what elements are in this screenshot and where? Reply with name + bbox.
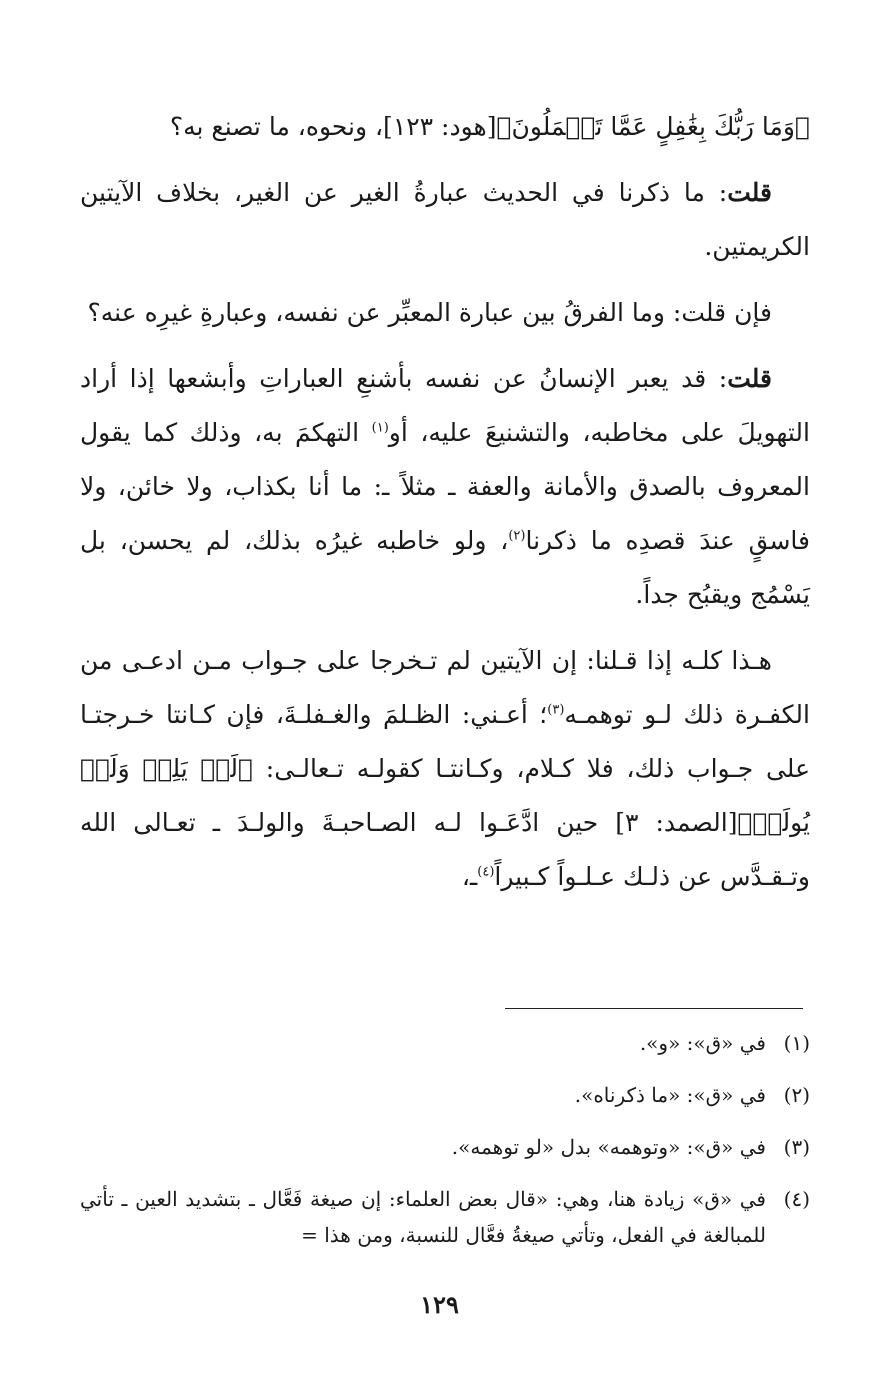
lead-word: قلت — [727, 364, 772, 393]
text-run: : ما ذكرنا في الحديث عبارةُ الغير عن الغير، بخلاف الآيتين الكريمتين. — [80, 178, 810, 261]
footnote-number: (١) — [783, 1031, 810, 1055]
footnotes — [80, 1025, 810, 1269]
paragraph — [80, 166, 810, 274]
paragraph — [80, 100, 810, 154]
text-run: فإن قلت: وما الفرقُ بين عبارة المعبِّر عن نفسه، وعبارةِ غيرِه عنه؟ — [87, 298, 772, 327]
text-run: التهكمَ به، وذلك كما يقول المعروف بالصدق والأمانة والعفة ـ مثلاً ـ: ما أنا بكذاب، ولا خائن، ولا فاسقٍ عندَ قصدِه ما ذكرنا — [80, 418, 810, 555]
text-run: ـ، — [461, 862, 478, 891]
paragraph — [80, 634, 810, 904]
footnote-separator — [505, 1008, 803, 1009]
footnote-marker: (٢) — [508, 528, 526, 544]
text-run: [هود: ١٢٣]، ونحوه، ما تصنع به؟ — [169, 112, 497, 141]
footnote — [80, 1129, 810, 1165]
footnote-marker: (٣) — [547, 702, 565, 718]
footnote — [80, 1025, 810, 1061]
footnote — [80, 1181, 810, 1253]
footnote-number: (٤) — [783, 1187, 810, 1211]
footnote-text: في «ق»: «و». — [639, 1031, 766, 1055]
footnote-marker: (٤) — [477, 864, 495, 880]
main-text — [80, 100, 810, 916]
footnote-text: في «ق»: «ما ذكرناه». — [574, 1083, 766, 1107]
footnote-number: (٢) — [783, 1083, 810, 1107]
footnote — [80, 1077, 810, 1113]
paragraph — [80, 286, 810, 340]
page-number: ١٢٩ — [420, 1290, 459, 1319]
quran-quote: ﴿لَمۡ يَلِدۡ وَلَمۡ يُولَدۡ﴾ — [80, 754, 810, 837]
paragraph — [80, 352, 810, 622]
footnote-marker: (١) — [371, 420, 389, 436]
text-run: : قد يعبر الإنسانُ عن نفسه بأشنعِ العباراتِ وأبشعها إذا أراد التهويلَ على مخاطبه، والتشنيعَ عليه، أو — [80, 364, 810, 447]
footnote-text: في «ق» زيادة هنا، وهي: «قال بعض العلماء: إن صيغة فَعَّال ـ بتشديد العين ـ تأتي للمبالغة في الفعل، وتأتي صيغةُ فعَّال للنسبة، ومن هذا = — [80, 1187, 766, 1247]
quran-quote: ﴿وَمَا رَبُّكَ بِغَٰفِلٍ عَمَّا تَعۡمَلُونَ﴾ — [496, 112, 810, 141]
footnote-number: (٣) — [783, 1135, 810, 1159]
text-run: ؛ أعـني: الظـلمَ والغـفلـةَ، فإن كـانتا خـرجتـا على جـواب ذلك، فلا كـلام، وكـانتـا كقولـه تـعالـى: — [80, 700, 811, 783]
text-run: ، ولو خاطبه غيرُه بذلك، لم يحسن، بل يَسْمُج ويقبُح جداً. — [80, 526, 810, 609]
text-run: [الصمد: ٣] حين ادَّعَـوا لـه الصـاحبـةَ والولـدَ ـ تعـالى الله وتـقـدَّس عن ذلـك عـلـواً كـبيراً — [80, 808, 810, 891]
footnote-text: في «ق»: «وتوهمه» بدل «لو توهمه». — [451, 1135, 766, 1159]
text-run: هـذا كلـه إذا قـلنا: إن الآيتين لم تـخرجا على جـواب مـن ادعـى من الكفـرة ذلك لـو توهمـه — [80, 646, 810, 729]
lead-word: قلت — [727, 178, 772, 207]
